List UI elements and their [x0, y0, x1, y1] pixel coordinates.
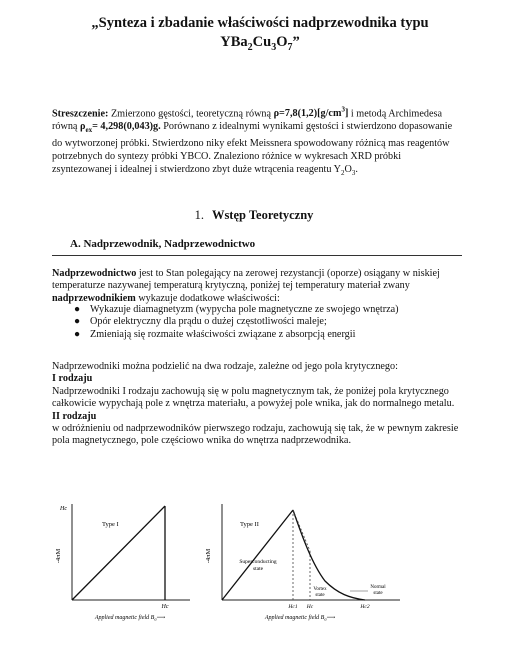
type-ii-text: w odróżnieniu od nadprzewodników pierwszego rodzaju, zachowują się tak, że w pewnym zakresie pola magnetycznego, pole częściowo wnika do wnętrza nadprzewodnika.	[52, 423, 459, 447]
type-label: Type I	[102, 521, 119, 528]
abstract: Streszczenie: Zmierzono gęstości, teoretyczną równą $\rho=7,8(1,2)[g/cm^3]$ i metodą Archimedesa równą $\rho_{ex}= 4,298(0,043)g$. Porównano z idealnymi wynikami gęstości i stwierdzono dopasowanie do wytworzonej próbki. Stwierdzono niky efekt Meissnera spowodowany różnicą mas reagentów potrzebnych do syntezy próbki YBCO. Znaleziono różnice w wykresach XRD próbki zsyntezowanej i idealnej i stwierdzono zbyt duże wtrącenia reagentu $Y_2O_3$.	[52, 106, 453, 178]
figure-type-i	[50, 496, 195, 626]
list-item: ● Wykazuje diamagnetyzm (wypycha pole magnetyczne ze swojego wnętrza)	[74, 304, 399, 315]
density-archimedes: $\rho_{ex}= 4,298(0,043)g$.	[80, 121, 161, 135]
x-axis-label: Applied magnetic field $B_a⟶$	[264, 615, 336, 622]
density-theoretical: $\rho=7,8(1,2)[g/cm^3]$	[273, 106, 349, 120]
normal-label: Normal state	[370, 585, 386, 596]
x-axis-label: Applied magnetic field $B_a⟶$	[94, 615, 166, 622]
abstract-label: Streszczenie:	[52, 108, 109, 120]
paragraph-types	[52, 361, 462, 448]
type-label: Type II	[240, 521, 259, 528]
bullet-icon: ●	[74, 328, 81, 340]
hc-y-label: Hc	[60, 506, 67, 512]
section-heading-1: 1. Wstęp Teoretyczny	[194, 208, 314, 222]
divider-line	[52, 255, 462, 256]
properties-list	[72, 304, 462, 341]
hc-x-label: Hc	[161, 604, 169, 610]
vortex-curve	[293, 510, 365, 600]
types-intro: Nadprzewodniki można podzielić na dwa rodzaje, zależne od jego pola krytycznego:	[52, 361, 398, 372]
paragraph-superconductivity: Nadprzewodnictwo jest to Stan polegający na zerowej rezystancji (oporze) osiągany w niskiej temperaturze nazywanej temperaturą krytyczną, poniżej tej temperatury materiał zwany nadprzewodnikiem wykazuje dodatkowe właściwości:	[52, 268, 440, 304]
figure-type-ii	[200, 496, 405, 626]
vortex-label: Vortex state	[313, 587, 327, 598]
bullet-icon: ●	[74, 304, 81, 315]
title-line-2: $YBa_2Cu_3O_7$”	[220, 34, 300, 53]
superconducting-label: Superconducting state	[239, 559, 277, 572]
hc-label: Hc	[306, 604, 314, 610]
list-item: ● Opór elektryczny dla prądu o dużej częstotliwości maleje;	[74, 316, 327, 328]
list-item: ● Zmieniają się rozmaite właściwości związane z absorpcją energii	[74, 328, 356, 340]
subsection-heading-a: A. Nadprzewodnik, Nadprzewodnictwo	[70, 238, 256, 250]
type-i-heading: I rodzaju	[52, 373, 93, 385]
hc2-label: Hc2	[360, 604, 370, 610]
page-title	[40, 14, 480, 57]
bullet-icon: ●	[74, 316, 81, 328]
hc1-label: Hc1	[288, 604, 298, 610]
title-line-1: „Synteza i zbadanie właściwości nadprzewodnika typu	[91, 15, 429, 31]
y-axis-label: -4πM	[55, 548, 62, 564]
type-i-text: Nadprzewodniki I rodzaju zachowują się w polu magnetycznym tak, że poniżej pola krytycznego całkowicie wypychają pole z wnętrza materiału, a powyżej pole wnika, jak do normalnego metalu.	[52, 385, 455, 410]
y-axis-label: -4πM	[205, 548, 212, 564]
type-ii-heading: II rodzaju	[52, 410, 97, 422]
